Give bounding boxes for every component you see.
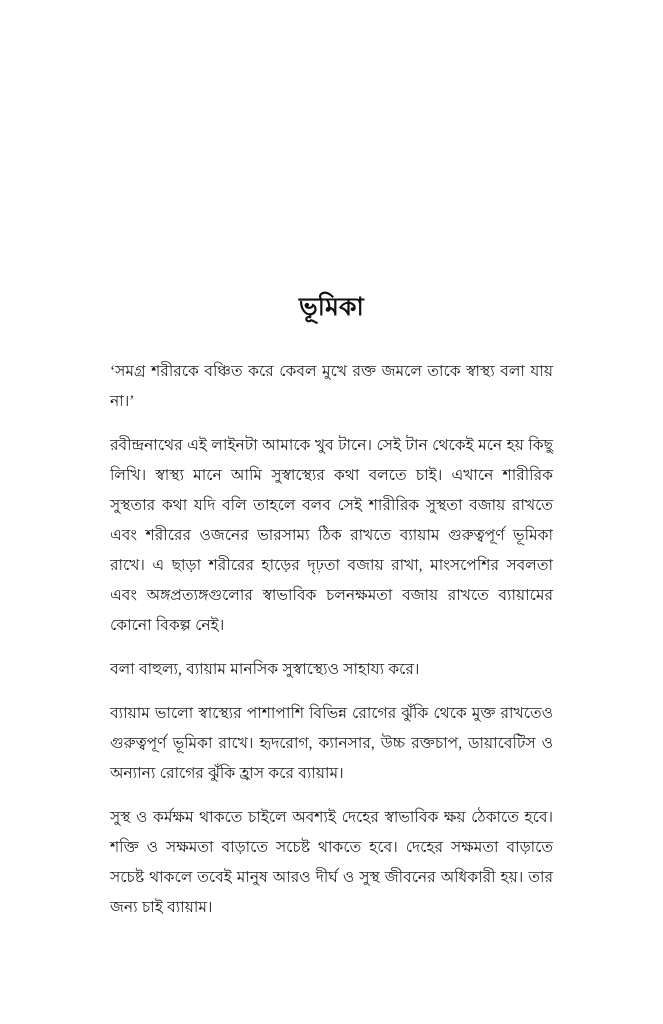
paragraph-3: ব্যায়াম ভালো স্বাস্থ্যের পাশাপাশি বিভিন্ন রোগের ঝুঁকি থেকে মুক্ত রাখতেও গুরুত্বপূর্ণ ভূমিকা রাখে। হৃদরোগ, ক্যানসার, উচ্চ রক্তচাপ, ডায়াবেটিস ও অন্যান্য রোগের ঝুঁকি হ্রাস করে ব্যায়াম। [110,705,553,783]
page-title: ভূমিকা [298,294,364,321]
page-content [0,292,663,923]
paragraph-epigraph: ‘সমগ্র শরীরকে বঞ্চিত করে কেবল মুখে রক্ত জমলে তাকে স্বাস্থ্য বলা যায় না।’ [110,363,553,411]
top-margin-spacer [0,0,663,292]
paragraph-4: সুস্থ ও কর্মক্ষম থাকতে চাইলে অবশ্যই দেহের স্বাভাবিক ক্ষয় ঠেকাতে হবে। শক্তি ও সক্ষমতা বাড়াতে সচেষ্ট থাকতে হবে। দেহের সক্ষমতা বাড়াতে সচেষ্ট থাকলে তবেই মানুষ আরও দীর্ঘ ও সুস্থ জীবনের অধিকারী হয়। তার জন্য চাই ব্যায়াম। [110,809,553,917]
paragraph-1: রবীন্দ্রনাথের এই লাইনটা আমাকে খুব টানে। সেই টান থেকেই মনে হয় কিছু লিখি। স্বাস্থ্য মানে আমি সুস্বাস্থ্যের কথা বলতে চাই। এখানে শারীরিক সুস্থতার কথা যদি বলি তাহলে বলব সেই শারীরিক সুস্থতা বজায় রাখতে এবং শরীরের ওজনের ভারসাম্য ঠিক রাখতে ব্যায়াম গুরুত্বপূর্ণ ভূমিকা রাখে। এ ছাড়া শরীরের হাড়ের দৃঢ়তা বজায় রাখা, মাংসপেশির সবলতা এবং অঙ্গপ্রত্যঙ্গগুলোর স্বাভাবিক চলনক্ষমতা বজায় রাখতে ব্যায়ামের কোনো বিকল্প নেই। [110,437,553,635]
body-text-block [110,357,553,923]
paragraph-2: বলা বাহুল্য, ব্যায়াম মানসিক সুস্বাস্থ্যেও সাহায্য করে। [110,661,420,679]
